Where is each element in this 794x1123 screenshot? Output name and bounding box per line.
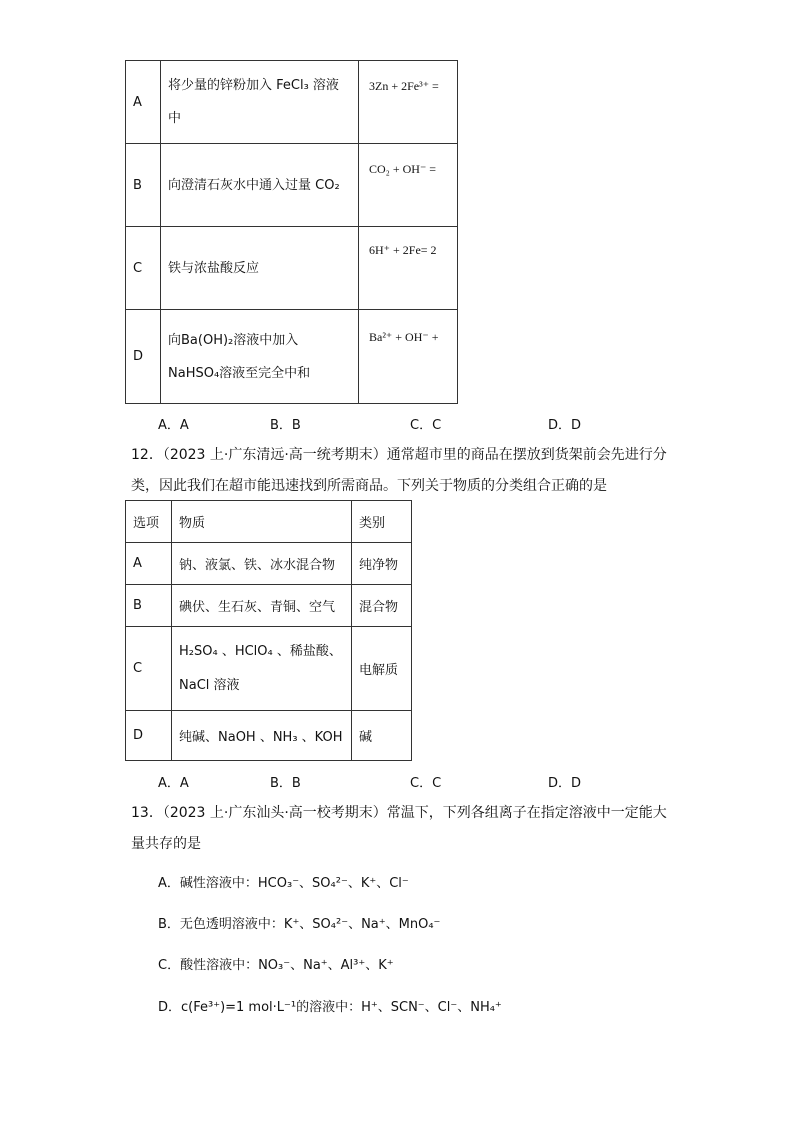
option-c: C．C bbox=[410, 418, 442, 433]
table-row bbox=[126, 61, 458, 144]
choice-b: B．无色透明溶液中：K⁺、SO₄²⁻、Na⁺、MnO₄⁻ bbox=[158, 917, 441, 932]
row-equation: Ba²⁺ + OH⁻ + bbox=[369, 330, 439, 344]
row-equation: 3Zn + 2Fe³⁺ = bbox=[369, 79, 439, 93]
question-12-stem bbox=[131, 440, 667, 502]
row-category: 电解质 bbox=[352, 627, 412, 711]
option-a: A．A bbox=[158, 776, 189, 791]
row-category: 碱 bbox=[352, 711, 412, 761]
classification-table bbox=[125, 500, 412, 761]
question-12-line1: 12．（2023 上·广东清远·高一统考期末）通常超市里的商品在摆放到货架前会先进行分 bbox=[131, 447, 667, 463]
row-material: 碘伏、生石灰、青铜、空气 bbox=[172, 585, 352, 627]
row-desc-line1: 将少量的锌粉加入 FeCl₃ 溶液 bbox=[168, 78, 339, 93]
row-material: 钠、液氯、铁、冰水混合物 bbox=[172, 543, 352, 585]
choice-a: A．碱性溶液中：HCO₃⁻、SO₄²⁻、K⁺、Cl⁻ bbox=[158, 876, 409, 891]
row-option: D bbox=[126, 711, 172, 761]
row-desc-line1: 铁与浓盐酸反应 bbox=[168, 260, 260, 276]
row-desc-line2: NaHSO₄溶液至完全中和 bbox=[168, 365, 311, 381]
header-material: 物质 bbox=[172, 501, 352, 543]
row-desc-line2: 中 bbox=[168, 111, 182, 126]
table-row bbox=[126, 711, 412, 761]
choice-d: D．c(Fe³⁺)=1 mol·L⁻¹的溶液中：H⁺、SCN⁻、Cl⁻、NH₄⁺ bbox=[158, 1000, 502, 1015]
row-category: 混合物 bbox=[352, 585, 412, 627]
row-material-line2: NaCl 溶液 bbox=[179, 677, 240, 693]
table-row bbox=[126, 585, 412, 627]
option-a: A．A bbox=[158, 418, 189, 433]
table-row bbox=[126, 627, 412, 711]
option-d: D．D bbox=[548, 418, 582, 433]
row-option: B bbox=[126, 585, 172, 627]
row-category: 纯净物 bbox=[352, 543, 412, 585]
table-row bbox=[126, 227, 458, 310]
question-13-line2: 量共存的是 bbox=[131, 836, 201, 852]
question-12-line2: 类，因此我们在超市能迅速找到所需商品。下列关于物质的分类组合正确的是 bbox=[131, 478, 607, 494]
row-equation: 6H⁺ + 2Fe= 2 bbox=[369, 243, 437, 257]
option-b: B．B bbox=[270, 418, 301, 433]
row-material: 纯碱、NaOH 、NH₃ 、KOH bbox=[172, 711, 352, 761]
table-row bbox=[126, 543, 412, 585]
row-label: D bbox=[126, 310, 161, 404]
table-header-row bbox=[126, 501, 412, 543]
table-row bbox=[126, 310, 458, 404]
reaction-table bbox=[125, 60, 458, 404]
row-material-line1: H₂SO₄ 、HClO₄ 、稀盐酸、 bbox=[179, 643, 342, 659]
row-desc-line1: 向Ba(OH)₂溶液中加入 bbox=[168, 332, 299, 348]
row-label: C bbox=[126, 227, 161, 310]
choice-c: C．酸性溶液中：NO₃⁻、Na⁺、Al³⁺、K⁺ bbox=[158, 958, 394, 973]
row-equation: CO₂ + OH⁻ = bbox=[369, 162, 437, 176]
question-13-stem bbox=[131, 798, 667, 860]
row-label: A bbox=[126, 61, 161, 144]
row-desc-line1: 向澄清石灰水中通入过量 CO₂ bbox=[168, 177, 340, 193]
option-d: D．D bbox=[548, 776, 582, 791]
option-c: C．C bbox=[410, 776, 442, 791]
option-b: B．B bbox=[270, 776, 301, 791]
row-option: C bbox=[126, 627, 172, 711]
row-option: A bbox=[126, 543, 172, 585]
table-row bbox=[126, 144, 458, 227]
row-label: B bbox=[126, 144, 161, 227]
question-13-line1: 13．（2023 上·广东汕头·高一校考期末）常温下，下列各组离子在指定溶液中一定能大 bbox=[131, 805, 667, 821]
header-category: 类别 bbox=[352, 501, 412, 543]
header-option: 选项 bbox=[126, 501, 172, 543]
